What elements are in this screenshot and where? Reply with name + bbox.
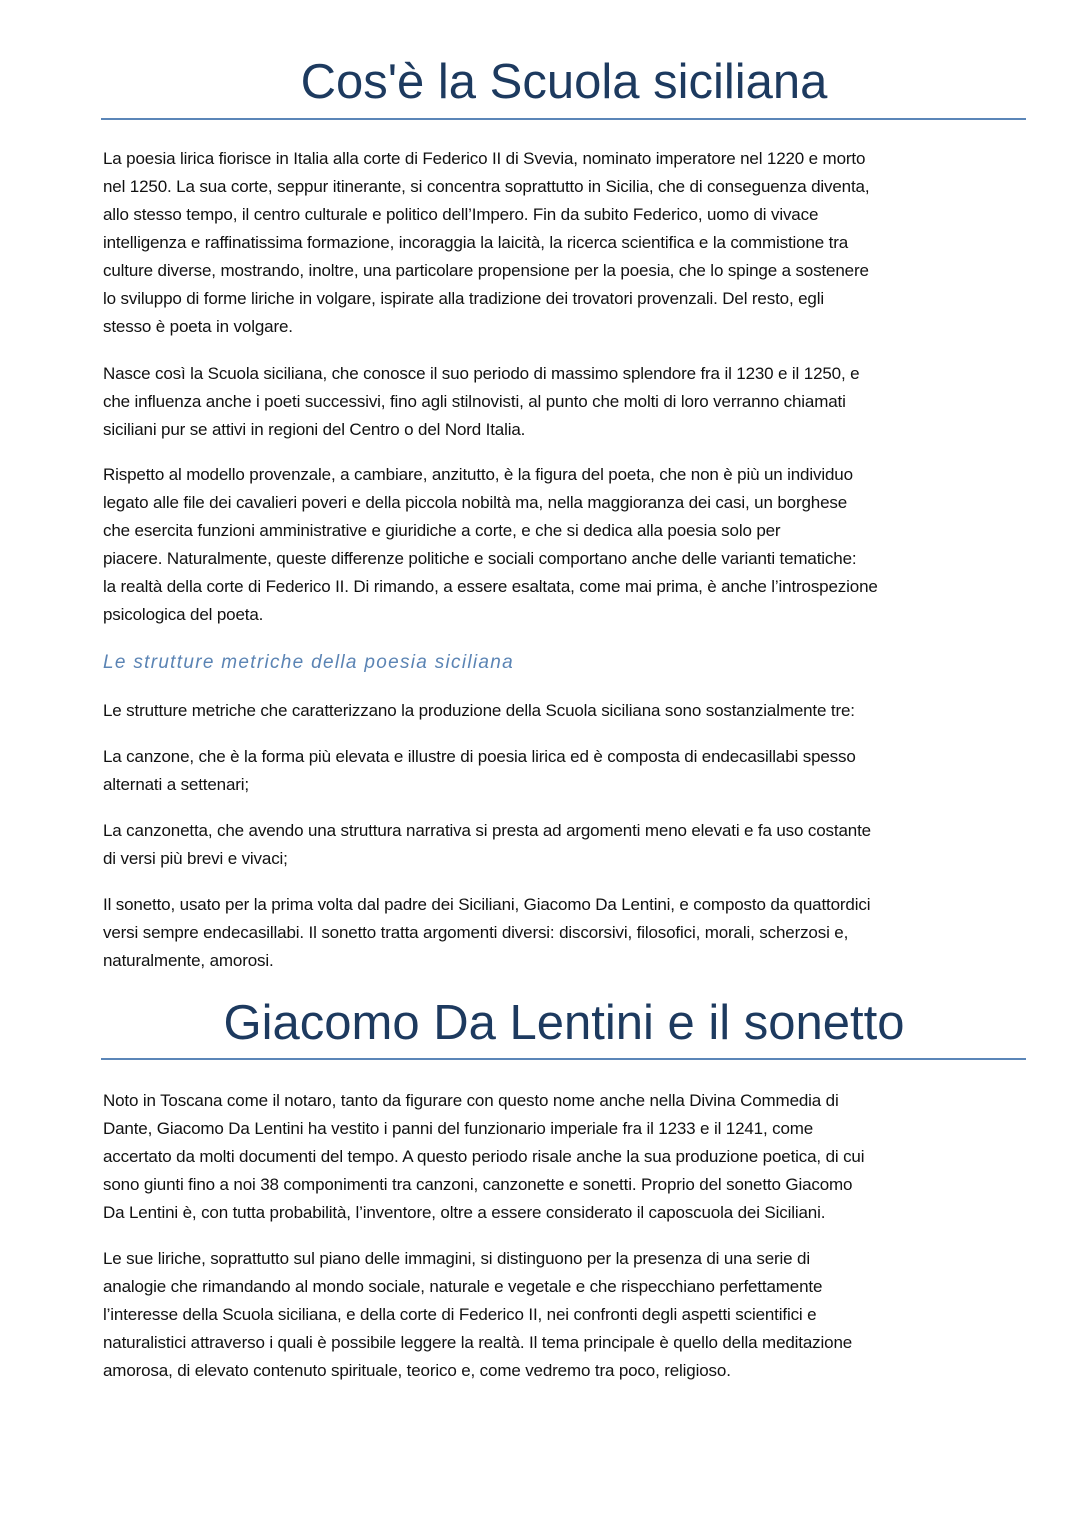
text-line: Le sue liriche, soprattutto sul piano delle immagini, si distinguono per la presenza di una serie di <box>103 1249 810 1268</box>
text-line: amorosa, di elevato contenuto spirituale, teorico e, come vedremo tra poco, religioso. <box>103 1361 731 1380</box>
paragraph <box>103 1245 1033 1385</box>
text-line: l’interesse della Scuola siciliana, e della corte di Federico II, nei confronti degli aspetti scientifici e <box>103 1305 817 1324</box>
text-line: piacere. Naturalmente, queste differenze politiche e sociali comportano anche delle varianti tematiche: <box>103 549 857 568</box>
title-divider <box>101 1058 1026 1060</box>
paragraph <box>103 697 1033 725</box>
text-line: Il sonetto, usato per la prima volta dal padre dei Siciliani, Giacomo Da Lentini, e composto da quattordici <box>103 895 871 914</box>
text-line: stesso è poeta in volgare. <box>103 317 293 336</box>
text-line: lo sviluppo di forme liriche in volgare, ispirate alla tradizione dei trovatori provenzali. Del resto, egli <box>103 289 824 308</box>
text-line: che influenza anche i poeti successivi, fino agli stilnovisti, al punto che molti di loro verranno chiamati <box>103 392 846 411</box>
paragraph <box>103 360 1033 444</box>
text-line: alternati a settenari; <box>103 775 250 794</box>
text-line: naturalmente, amorosi. <box>103 951 274 970</box>
text-line: di versi più brevi e vivaci; <box>103 849 288 868</box>
text-line: La poesia lirica fiorisce in Italia alla corte di Federico II di Svevia, nominato imperatore nel 1220 e morto <box>103 149 866 168</box>
text-line: legato alle file dei cavalieri poveri e della piccola nobiltà ma, nella maggioranza dei casi, un borghese <box>103 493 848 512</box>
paragraph <box>103 461 1033 629</box>
text-line: accertato da molti documenti del tempo. A questo periodo risale anche la sua produzione poetica, di cui <box>103 1147 865 1166</box>
text-line: La canzone, che è la forma più elevata e illustre di poesia lirica ed è composta di endecasillabi spesso <box>103 747 856 766</box>
text-line: la realtà della corte di Federico II. Di rimando, a essere esaltata, come mai prima, è anche l’introspezione <box>103 577 878 596</box>
text-line: Da Lentini è, con tutta probabilità, l’inventore, oltre a essere considerato il caposcuola dei Siciliani. <box>103 1203 826 1222</box>
title-divider <box>101 118 1026 120</box>
paragraph <box>103 1087 1033 1227</box>
text-line: nel 1250. La sua corte, seppur itinerante, si concentra soprattutto in Sicilia, che di conseguenza diventa, <box>103 177 870 196</box>
text-line: intelligenza e raffinatissima formazione, incoraggia la laicità, la ricerca scientifica e la commistione tra <box>103 233 849 252</box>
paragraph <box>103 817 1033 873</box>
text-line: siciliani pur se attivi in regioni del Centro o del Nord Italia. <box>103 420 526 439</box>
text-line: Noto in Toscana come il notaro, tanto da figurare con questo nome anche nella Divina Commedia di <box>103 1091 839 1110</box>
paragraph <box>103 891 1033 975</box>
text-line: Le strutture metriche che caratterizzano la produzione della Scuola siciliana sono sostanzialmente tre: <box>103 701 855 720</box>
text-line: Dante, Giacomo Da Lentini ha vestito i panni del funzionario imperiale fra il 1233 e il 1241, come <box>103 1119 814 1138</box>
paragraph <box>103 145 1033 341</box>
paragraph <box>103 743 1033 799</box>
subheading: Le strutture metriche della poesia siciliana <box>103 652 514 673</box>
text-line: analogie che rimandando al mondo sociale, naturale e vegetale e che rispecchiano perfettamente <box>103 1277 823 1296</box>
text-line: La canzonetta, che avendo una struttura narrativa si presta ad argomenti meno elevati e fa uso costante <box>103 821 871 840</box>
text-line: Rispetto al modello provenzale, a cambiare, anzitutto, è la figura del poeta, che non è più un individuo <box>103 465 853 484</box>
text-line: che esercita funzioni amministrative e giuridiche a corte, e che si dedica alla poesia solo per <box>103 521 781 540</box>
section-title: Cos'è la Scuola siciliana <box>300 55 828 109</box>
text-line: naturalistici attraverso i quali è possibile leggere la realtà. Il tema principale è quello della meditazione <box>103 1333 853 1352</box>
section-title: Giacomo Da Lentini e il sonetto <box>223 996 905 1050</box>
text-line: psicologica del poeta. <box>103 605 264 624</box>
text-line: Nasce così la Scuola siciliana, che conosce il suo periodo di massimo splendore fra il 1230 e il 1250, e <box>103 364 860 383</box>
text-line: versi sempre endecasillabi. Il sonetto tratta argomenti diversi: discorsivi, filosofici, morali, scherzosi e, <box>103 923 849 942</box>
text-line: allo stesso tempo, il centro culturale e politico dell’Impero. Fin da subito Federico, uomo di vivace <box>103 205 819 224</box>
text-line: sono giunti fino a noi 38 componimenti tra canzoni, canzonette e sonetti. Proprio del sonetto Giacomo <box>103 1175 853 1194</box>
text-line: culture diverse, mostrando, inoltre, una particolare propensione per la poesia, che lo spinge a sostenere <box>103 261 869 280</box>
